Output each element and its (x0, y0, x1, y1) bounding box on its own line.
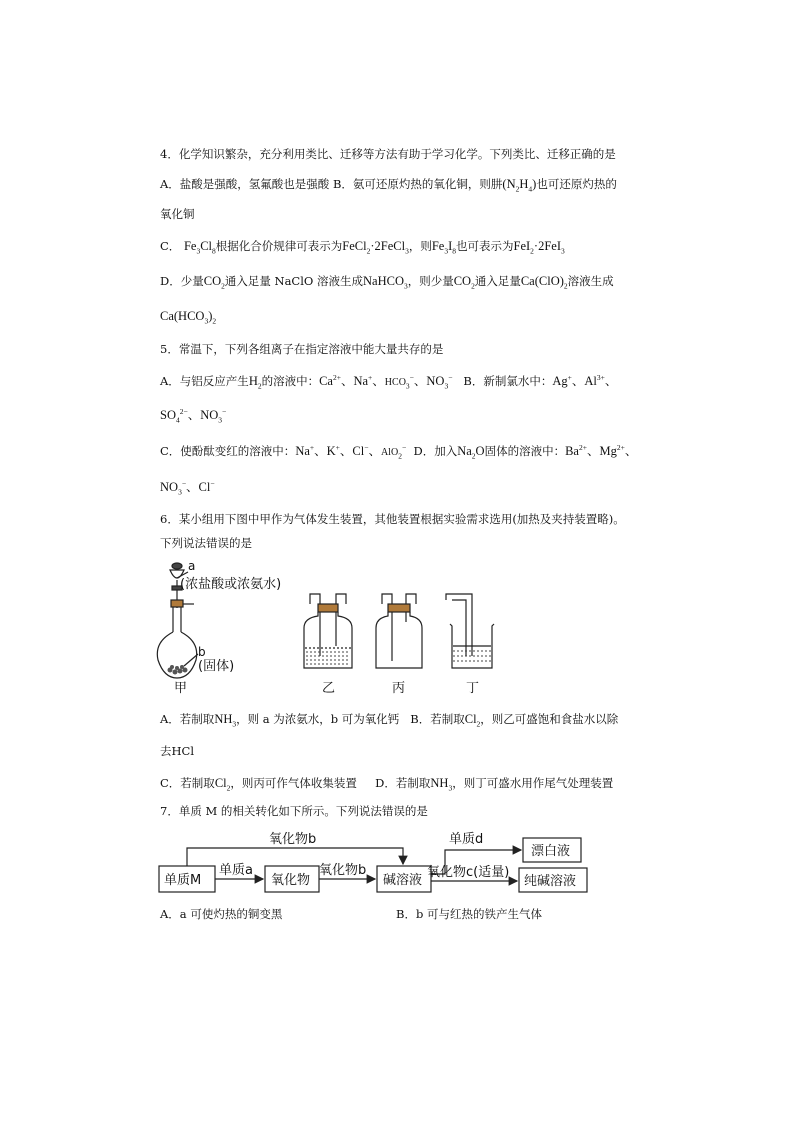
q4-option-d: D．少量$CO_2$通入足量 NaClO 溶液生成NaHCO$_3$，则少量$CO_2$通入足量$Ca(ClO)_2$溶液生成 (160, 274, 614, 291)
q4-option-a-b: A．盐酸是强酸，氢氟酸也是强酸 B．氨可还原灼热的氧化铜，则肼$(N_2H_4)$也可还原灼热的 (160, 177, 617, 194)
q5-option-c-d: C．使酚酞变红的溶液中：Na+、K+、Cl−、AlO$_2$− D．加入$Na_2O$固体的溶液中：$Ba^{2+}$、$Mg^{2+}$、 (160, 442, 638, 461)
label-a-desc: (浓盐酸或浓氨水) (180, 577, 282, 592)
label-a: a (188, 559, 196, 573)
q5-option-d-cont: $NO_3^-$、Cl− (160, 478, 215, 497)
label-yi: 乙 (322, 681, 336, 696)
apparatus-ding (446, 594, 494, 668)
q6-apparatus-figure (150, 556, 510, 696)
box-oxide-label: 氧化物 (271, 873, 311, 888)
q4-option-c: C． $Fe_3Cl_8$根据化合价规律可表示为FeCl$_2$·2FeCl$_3$，则$Fe_3I_8$也可表示为FeI$_2$·2FeI$_3$ (160, 239, 565, 256)
box-m-label: 单质M (164, 873, 202, 888)
q6-option-b-cont: 去HCl (160, 744, 195, 758)
q7-option-a: A．a 可使灼热的铜变黑 (160, 907, 283, 921)
q4-option-d-cont: $Ca(HCO_3)_2$ (160, 309, 217, 326)
box-alkali-label: 碱溶液 (383, 873, 423, 888)
q5-option-b-cont: $SO_4^{2-}$、$NO_3^-$ (160, 406, 227, 425)
arrow-label-a: 单质a (219, 863, 253, 878)
label-jia: 甲 (174, 681, 188, 696)
label-b: b (198, 645, 206, 659)
q6-option-c-d: C．若制取$Cl_2$，则丙可作气体收集装置 D．若制取$NH_3$，则丁可盛水用作尾气处理装置 (160, 776, 614, 793)
label-ding: 丁 (466, 681, 480, 696)
arrow-label-b-top: 氧化物b (269, 832, 317, 847)
label-b-desc: (固体) (198, 659, 235, 674)
q7-option-b: B．b 可与红热的铁产生气体 (396, 907, 542, 921)
arrow-label-d: 单质d (449, 832, 484, 847)
q7-stem: 7．单质 M 的相关转化如下所示。下列说法错误的是 (160, 804, 428, 818)
box-soda-label: 纯碱溶液 (524, 874, 577, 889)
q4-option-b-cont: 氧化铜 (160, 207, 195, 221)
label-bing: 丙 (392, 681, 406, 696)
q6-option-a-b: A．若制取$NH_3$，则 a 为浓氨水，b 可为氧化钙 B．若制取$Cl_2$，则乙可盛饱和食盐水以除 (160, 712, 619, 729)
arrow-label-b: 氧化物b (319, 863, 367, 878)
q6-stem-1: 6．某小组用下图中甲作为气体发生装置，其他装置根据实验需求选用(加热及夹持装置略)。 (160, 512, 625, 526)
formula-n2h4: $(N_2H_4)$ (502, 177, 537, 194)
apparatus-yi (304, 594, 352, 668)
q7-flow-diagram (155, 824, 595, 904)
q6-stem-2: 下列说法错误的是 (160, 536, 252, 550)
q5-stem: 5．常温下，下列各组离子在指定溶液中能大量共存的是 (160, 342, 444, 356)
q4-stem: 4．化学知识繁杂，充分利用类比、迁移等方法有助于学习化学。下列类比、迁移正确的是 (160, 147, 616, 161)
box-bleach-label: 漂白液 (531, 844, 571, 859)
arrow-label-c: 氧化物c(适量) (427, 865, 510, 880)
apparatus-bing (376, 594, 422, 668)
q5-option-a-b: A．与铝反应产生$H_2$的溶液中：$Ca^{2+}$、Na+、$HCO_3^-$、$NO_3^-$ B．新制氯水中：Ag+、$Al^{3+}$、 (160, 372, 618, 391)
